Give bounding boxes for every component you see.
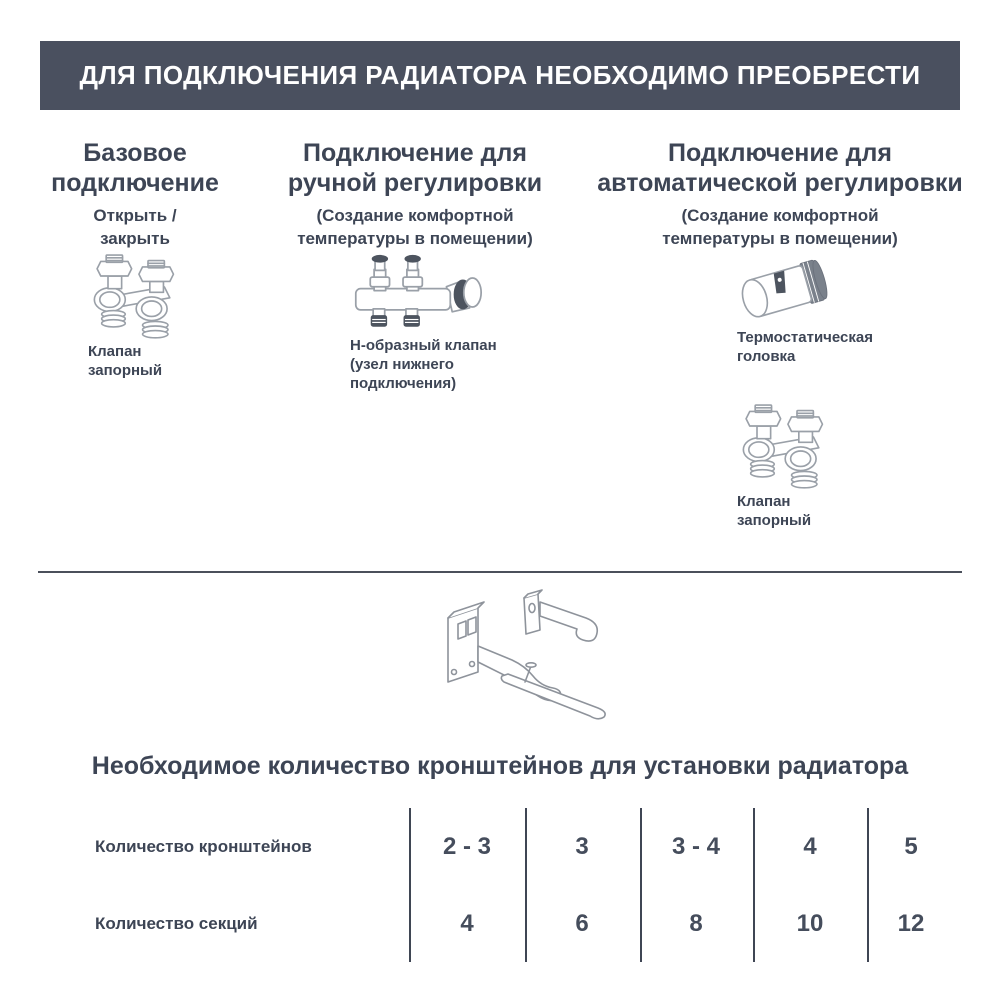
section-divider bbox=[38, 571, 962, 573]
column-subtitle-line: (Создание комфортной bbox=[316, 206, 514, 225]
column-title-line: Подключение для bbox=[303, 139, 527, 167]
table-cell: 3 bbox=[575, 832, 589, 860]
product-item bbox=[737, 252, 897, 366]
column-subtitle-line: (Создание комфортной bbox=[681, 206, 879, 225]
column-title-line: ручной регулировки bbox=[287, 169, 543, 197]
column-title-line: автоматической регулировки bbox=[597, 169, 963, 197]
row-label: Количество кронштейнов bbox=[95, 836, 312, 856]
table-cell: 8 bbox=[689, 909, 703, 937]
lockshield-valve-icon bbox=[737, 402, 837, 490]
table-cell: 5 bbox=[904, 832, 918, 860]
column-title-line: Базовое bbox=[83, 139, 187, 167]
product-label-line: (узел нижнего подключения) bbox=[350, 356, 457, 392]
column-title-line: подключение bbox=[51, 169, 219, 197]
table-cell: 12 bbox=[897, 909, 925, 937]
column-subtitle bbox=[590, 204, 970, 250]
product-label bbox=[350, 336, 560, 393]
banner-title: ДЛЯ ПОДКЛЮЧЕНИЯ РАДИАТОРА НЕОБХОДИМО ПРЕОБРЕСТИ bbox=[79, 60, 921, 90]
brackets-table bbox=[40, 808, 960, 962]
product-item bbox=[350, 252, 560, 393]
column-subtitle bbox=[30, 204, 240, 250]
product-label-line: Клапан bbox=[737, 493, 791, 510]
column-title bbox=[30, 138, 240, 198]
table-cell: 4 bbox=[460, 909, 474, 937]
column-subtitle bbox=[275, 204, 555, 250]
product-label bbox=[737, 328, 897, 366]
column-title bbox=[275, 138, 555, 198]
brackets-section-title: Необходимое количество кронштейнов для установки радиатора bbox=[91, 752, 909, 780]
product-label-line: запорный bbox=[88, 362, 163, 379]
thermostatic-head-icon bbox=[737, 252, 837, 326]
column-title-line: Подключение для bbox=[668, 139, 892, 167]
column-subtitle-line: закрыть bbox=[100, 229, 170, 248]
table-row bbox=[40, 808, 960, 885]
table-cell: 4 bbox=[803, 832, 817, 860]
column-automatic-regulation bbox=[590, 138, 970, 530]
row-label: Количество секций bbox=[95, 913, 258, 933]
table-row bbox=[40, 885, 960, 962]
table-cell: 2 - 3 bbox=[442, 832, 492, 860]
product-label bbox=[88, 342, 198, 380]
column-manual-regulation bbox=[275, 138, 555, 393]
bracket-figure bbox=[412, 584, 622, 734]
product-item bbox=[737, 402, 897, 530]
wall-bracket-icon bbox=[412, 584, 622, 729]
product-label bbox=[737, 492, 897, 530]
product-label-line: Клапан bbox=[88, 343, 142, 360]
column-subtitle-line: Открыть / bbox=[93, 206, 177, 225]
header-banner bbox=[40, 41, 960, 110]
column-subtitle-line: температуры в помещении) bbox=[297, 229, 533, 248]
lockshield-valve-icon bbox=[88, 252, 188, 340]
column-basic-connection bbox=[30, 138, 240, 380]
h-valve-icon bbox=[350, 252, 485, 334]
table-cell: 6 bbox=[575, 909, 589, 937]
product-item bbox=[88, 252, 198, 380]
product-label-line: Н-образный клапан bbox=[350, 337, 497, 354]
column-title bbox=[590, 138, 970, 198]
table-cell: 10 bbox=[796, 909, 824, 937]
column-subtitle-line: температуры в помещении) bbox=[662, 229, 898, 248]
product-label-line: головка bbox=[737, 348, 796, 365]
product-label-line: запорный bbox=[737, 512, 812, 529]
table-cell: 3 - 4 bbox=[671, 832, 721, 860]
product-label-line: Термостатическая bbox=[737, 329, 873, 346]
